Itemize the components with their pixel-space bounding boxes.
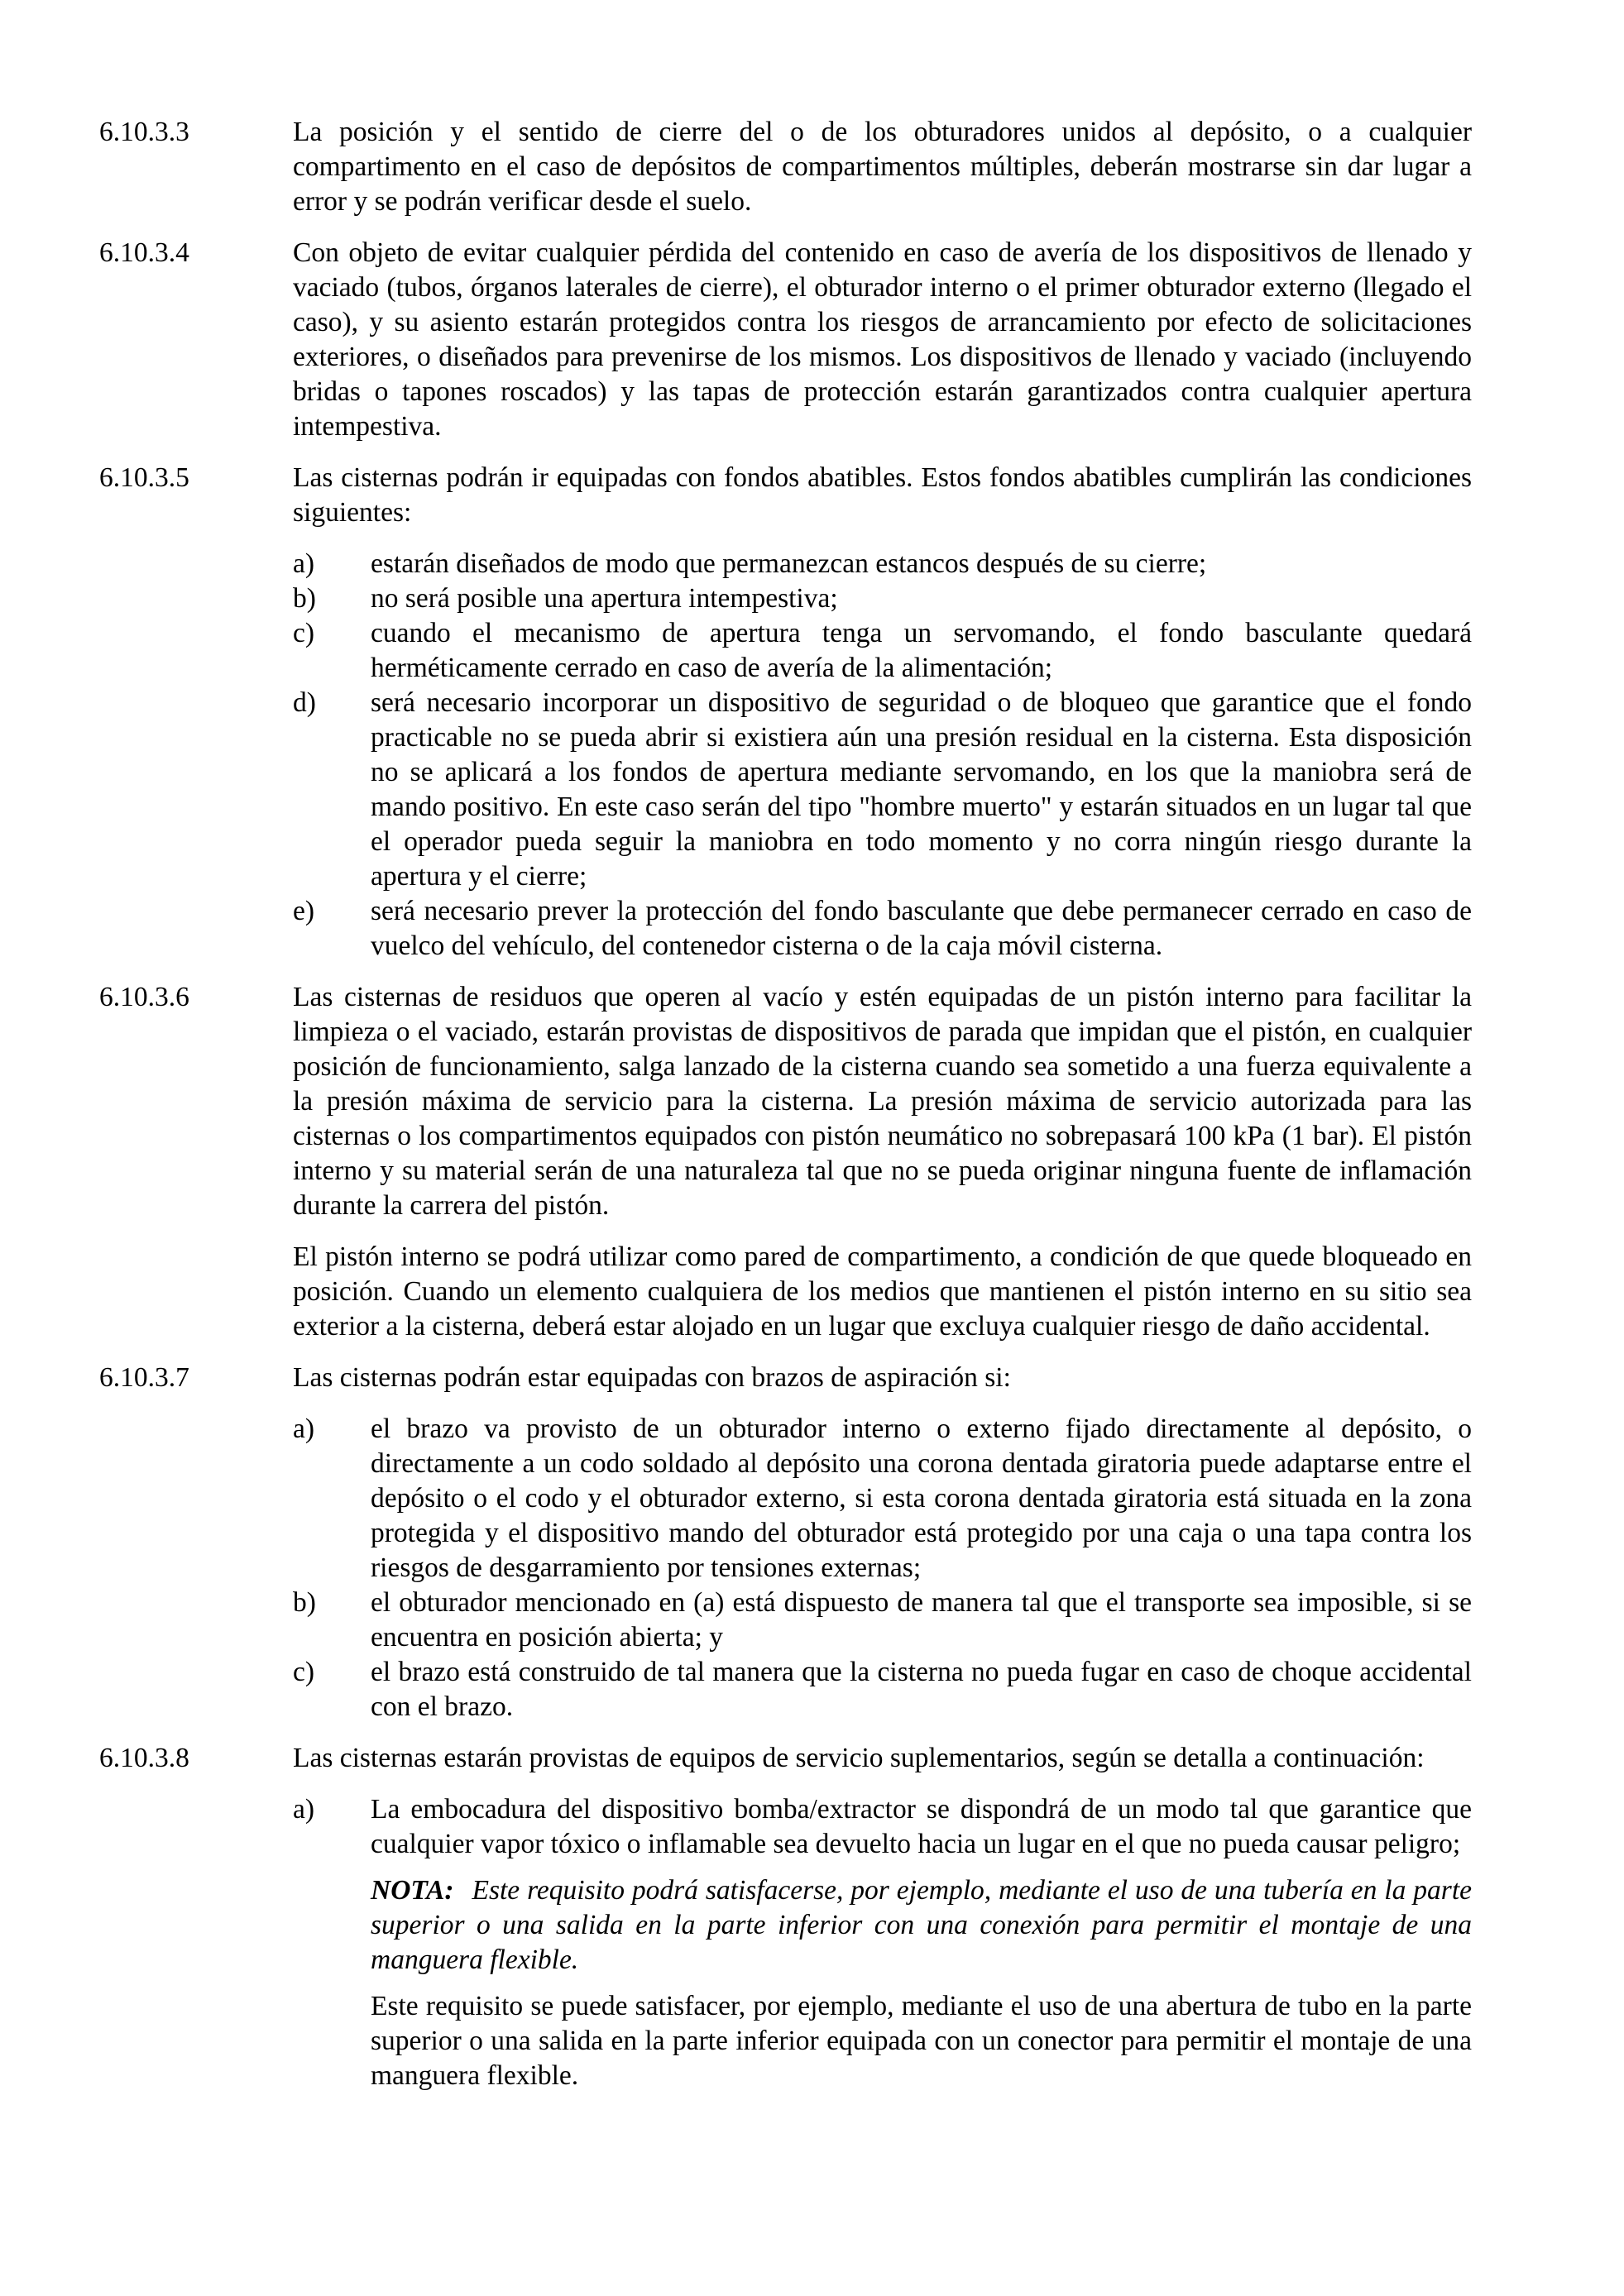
item-extra-text: Este requisito se puede satisfacer, por ejemplo, mediante el uso de una abertura de tubo en la parte superior o una salida en la parte inferior equipada con un conector para permitir el montaje de una manguera flexible. <box>371 1991 1472 2091</box>
item-label: a) <box>293 548 315 579</box>
item-text: estarán diseñados de modo que permanezcan estancos después de su cierre; <box>371 548 1207 579</box>
section-paragraph: Las cisternas estarán provistas de equipos de servicio suplementarios, según se detalla a continuación: <box>293 1743 1425 1773</box>
section-content <box>293 236 1472 444</box>
item-label: c) <box>293 1657 315 1687</box>
section-content <box>293 461 1472 964</box>
item-text: será necesario incorporar un dispositivo de seguridad o de bloqueo que garantice que el fondo practicable no se pueda abrir si existiera aún una presión residual en la cisterna. Esta disposición no se aplicará a los fondos de apertura mediante servomando, en los que la maniobra será de mando positivo. En este caso serán del tipo "hombre muerto" y estarán situados en un lugar tal que el operador pueda seguir la maniobra en todo momento y no corra ningún riesgo durante la apertura y el cierre; <box>371 687 1472 892</box>
section-content <box>293 1741 1472 2093</box>
section-paragraph: Las cisternas podrán ir equipadas con fondos abatibles. Estos fondos abatibles cumplirán las condiciones siguientes: <box>293 462 1472 528</box>
section-paragraph: La posición y el sentido de cierre del o de los obturadores unidos al depósito, o a cualquier compartimento en el caso de depósitos de compartimentos múltiples, deberán mostrarse sin dar lugar a error y se podrán verificar desde el suelo. <box>293 117 1472 217</box>
note <box>371 1873 1472 1978</box>
section-number: 6.10.3.4 <box>99 237 189 268</box>
item-body <box>371 686 1472 894</box>
item-list <box>293 547 1472 964</box>
item-body <box>371 1586 1472 1655</box>
section-6-10-3-4 <box>99 236 1472 444</box>
item-label: c) <box>293 618 315 648</box>
list-item <box>293 1792 1472 2093</box>
section-content <box>293 1361 1472 1724</box>
item-body <box>371 616 1472 686</box>
list-item <box>293 1655 1472 1724</box>
section-content <box>293 115 1472 219</box>
item-body <box>371 1792 1472 2093</box>
section-6-10-3-5 <box>99 461 1472 964</box>
item-label: a) <box>293 1794 315 1825</box>
section-paragraph: El pistón interno se podrá utilizar como pared de compartimento, a condición de que quede bloqueado en posición. Cuando un elemento cualquiera de los medios que mantienen el pistón interno en su sitio sea exterior a la cisterna, deberá estar alojado en un lugar que excluya cualquier riesgo de daño accidental. <box>293 1241 1472 1342</box>
note-text: Este requisito podrá satisfacerse, por ejemplo, mediante el uso de una tubería en la parte superior o una salida en la parte inferior con una conexión para permitir el montaje de una manguera flexible. <box>371 1875 1472 1975</box>
item-text: La embocadura del dispositivo bomba/extractor se dispondrá de un modo tal que garantice que cualquier vapor tóxico o inflamable sea devuelto hacia un lugar en el que no pueda causar peligro; <box>371 1794 1472 1859</box>
section-content <box>293 980 1472 1344</box>
note-label: NOTA: <box>371 1875 454 1906</box>
item-label: a) <box>293 1413 315 1444</box>
list-item <box>293 1586 1472 1655</box>
item-text: el brazo va provisto de un obturador interno o externo fijado directamente al depósito, o directamente a un codo soldado al depósito una corona dentada giratoria puede adaptarse entre el depósito o el codo y el obturador externo, si esta corona dentada giratoria está situada en la zona protegida y el dispositivo mando del obturador está protegido por una caja o una tapa contra los riesgos de desgarramiento por tensiones externas; <box>371 1413 1472 1583</box>
section-number: 6.10.3.6 <box>99 982 189 1012</box>
item-body <box>371 894 1472 964</box>
section-paragraph: Las cisternas podrán estar equipadas con brazos de aspiración si: <box>293 1362 1011 1393</box>
item-text: cuando el mecanismo de apertura tenga un servomando, el fondo basculante quedará herméticamente cerrado en caso de avería de la alimentación; <box>371 618 1472 683</box>
section-6-10-3-7 <box>99 1361 1472 1724</box>
item-list <box>293 1412 1472 1724</box>
list-item <box>293 616 1472 686</box>
item-body <box>371 581 1472 616</box>
list-item <box>293 581 1472 616</box>
section-paragraph: Con objeto de evitar cualquier pérdida del contenido en caso de avería de los dispositivos de llenado y vaciado (tubos, órganos laterales de cierre), el obturador interno o el primer obturador externo (llegado el caso), y su asiento estarán protegidos contra los riesgos de arrancamiento por efecto de solicitaciones exteriores, o diseñados para prevenirse de los mismos. Los dispositivos de llenado y vaciado (incluyendo bridas o tapones roscados) y las tapas de protección estarán garantizados contra cualquier apertura intempestiva. <box>293 237 1472 442</box>
item-text: será necesario prever la protección del fondo basculante que debe permanecer cerrado en caso de vuelco del vehículo, del contenedor cisterna o de la caja móvil cisterna. <box>371 896 1472 961</box>
list-item <box>293 894 1472 964</box>
list-item <box>293 1412 1472 1586</box>
item-body <box>371 1655 1472 1724</box>
section-number: 6.10.3.5 <box>99 462 189 493</box>
section-number: 6.10.3.3 <box>99 117 189 147</box>
item-text: no será posible una apertura intempestiva; <box>371 583 838 614</box>
item-body <box>371 1412 1472 1586</box>
section-6-10-3-3 <box>99 115 1472 219</box>
section-paragraph: Las cisternas de residuos que operen al vacío y estén equipadas de un pistón interno para facilitar la limpieza o el vaciado, estarán provistas de dispositivos de parada que impidan que el pistón, en cualquier posición de funcionamiento, salga lanzado de la cisterna cuando sea sometido a una fuerza equivalente a la presión máxima de servicio para la cisterna. La presión máxima de servicio autorizada para las cisternas o los compartimentos equipados con pistón neumático no sobrepasará 100 kPa (1 bar). El pistón interno y su material serán de una naturaleza tal que no se pueda originar ninguna fuente de inflamación durante la carrera del pistón. <box>293 982 1472 1221</box>
item-label: b) <box>293 583 316 614</box>
item-label: b) <box>293 1587 316 1618</box>
section-number: 6.10.3.8 <box>99 1743 189 1773</box>
item-text: el brazo está construido de tal manera que la cisterna no pueda fugar en caso de choque accidental con el brazo. <box>371 1657 1472 1722</box>
item-body <box>371 547 1472 581</box>
item-label: e) <box>293 896 315 926</box>
item-label: d) <box>293 687 316 718</box>
list-item <box>293 686 1472 894</box>
item-list <box>293 1792 1472 2093</box>
item-text: el obturador mencionado en (a) está dispuesto de manera tal que el transporte sea imposible, si se encuentra en posición abierta; y <box>371 1587 1472 1653</box>
section-6-10-3-6 <box>99 980 1472 1344</box>
section-6-10-3-8 <box>99 1741 1472 2093</box>
list-item <box>293 547 1472 581</box>
section-number: 6.10.3.7 <box>99 1362 189 1393</box>
